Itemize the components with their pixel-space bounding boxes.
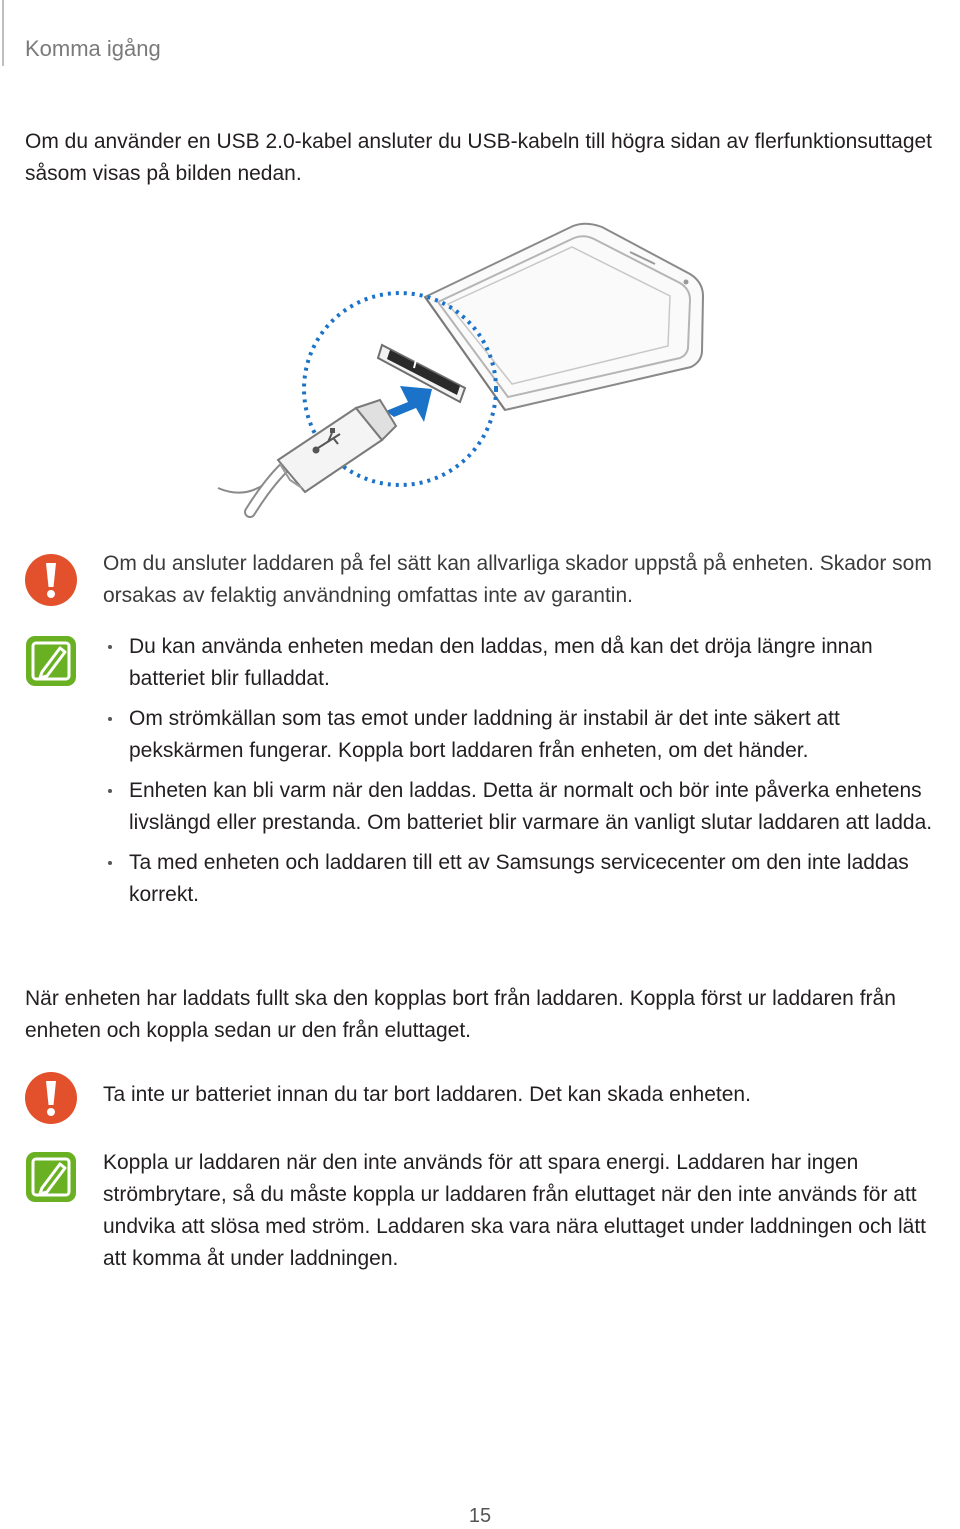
list-item-text: Ta med enheten och laddaren till ett av Samsungs servicecenter om den inte laddas korrekt. bbox=[129, 851, 909, 906]
bullet-icon bbox=[108, 645, 112, 649]
page-margin-rule bbox=[2, 0, 4, 66]
bullet-icon bbox=[108, 717, 112, 721]
section-title: Komma igång bbox=[25, 36, 161, 61]
list-item-text: Om strömkällan som tas emot under laddning är instabil är det inte säkert att pekskärmen fungerar. Koppla bort laddaren från enheten, om det händer. bbox=[129, 707, 840, 762]
list-item bbox=[103, 703, 953, 767]
warning-text: Om du ansluter laddaren på fel sätt kan allvarliga skador uppstå på enheten. Skador som orsakas av felaktig användning omfattas inte av garantin. bbox=[103, 552, 932, 607]
list-item-text: Enheten kan bli varm när den laddas. Detta är normalt och bör inte påverka enhetens livslängd eller prestanda. Om batteriet blir varmare än vanligt slutar laddaren att ladda. bbox=[129, 779, 933, 834]
notes-list bbox=[103, 631, 953, 919]
direction-arrow bbox=[386, 386, 432, 422]
exclamation-warning-icon bbox=[24, 1071, 78, 1125]
list-item bbox=[103, 775, 953, 839]
note-text: Koppla ur laddaren när den inte används för att spara energi. Laddaren har ingen strömbrytare, så du måste koppla ur laddaren från eluttaget när den inte används för att undvika att slösa med ström. Laddaren ska vara nära eluttaget under laddningen och lätt att komma åt under laddningen. bbox=[103, 1151, 927, 1270]
warning-text: Ta inte ur batteriet innan du tar bort laddaren. Det kan skada enheten. bbox=[103, 1083, 751, 1106]
list-item bbox=[103, 631, 953, 695]
page-number: 15 bbox=[468, 1505, 492, 1527]
pencil-note-icon bbox=[24, 634, 78, 688]
usb-connection-illustration bbox=[210, 212, 710, 524]
phone-illustration bbox=[425, 224, 703, 410]
exclamation-warning-icon bbox=[24, 553, 78, 607]
list-item-text: Du kan använda enheten medan den laddas, men då kan det dröja längre innan batteriet blir fulladdat. bbox=[129, 635, 873, 690]
bullet-icon bbox=[108, 861, 112, 865]
intro-paragraph: Om du använder en USB 2.0-kabel ansluter du USB-kabeln till högra sidan av flerfunktionsuttaget såsom visas på bilden nedan. bbox=[25, 130, 933, 185]
bullet-icon bbox=[108, 789, 112, 793]
list-item bbox=[103, 847, 953, 911]
disconnect-paragraph: När enheten har laddats fullt ska den kopplas bort från laddaren. Koppla först ur laddaren från enheten och koppla sedan ur den från eluttaget. bbox=[25, 987, 896, 1042]
pencil-note-icon bbox=[24, 1150, 78, 1204]
